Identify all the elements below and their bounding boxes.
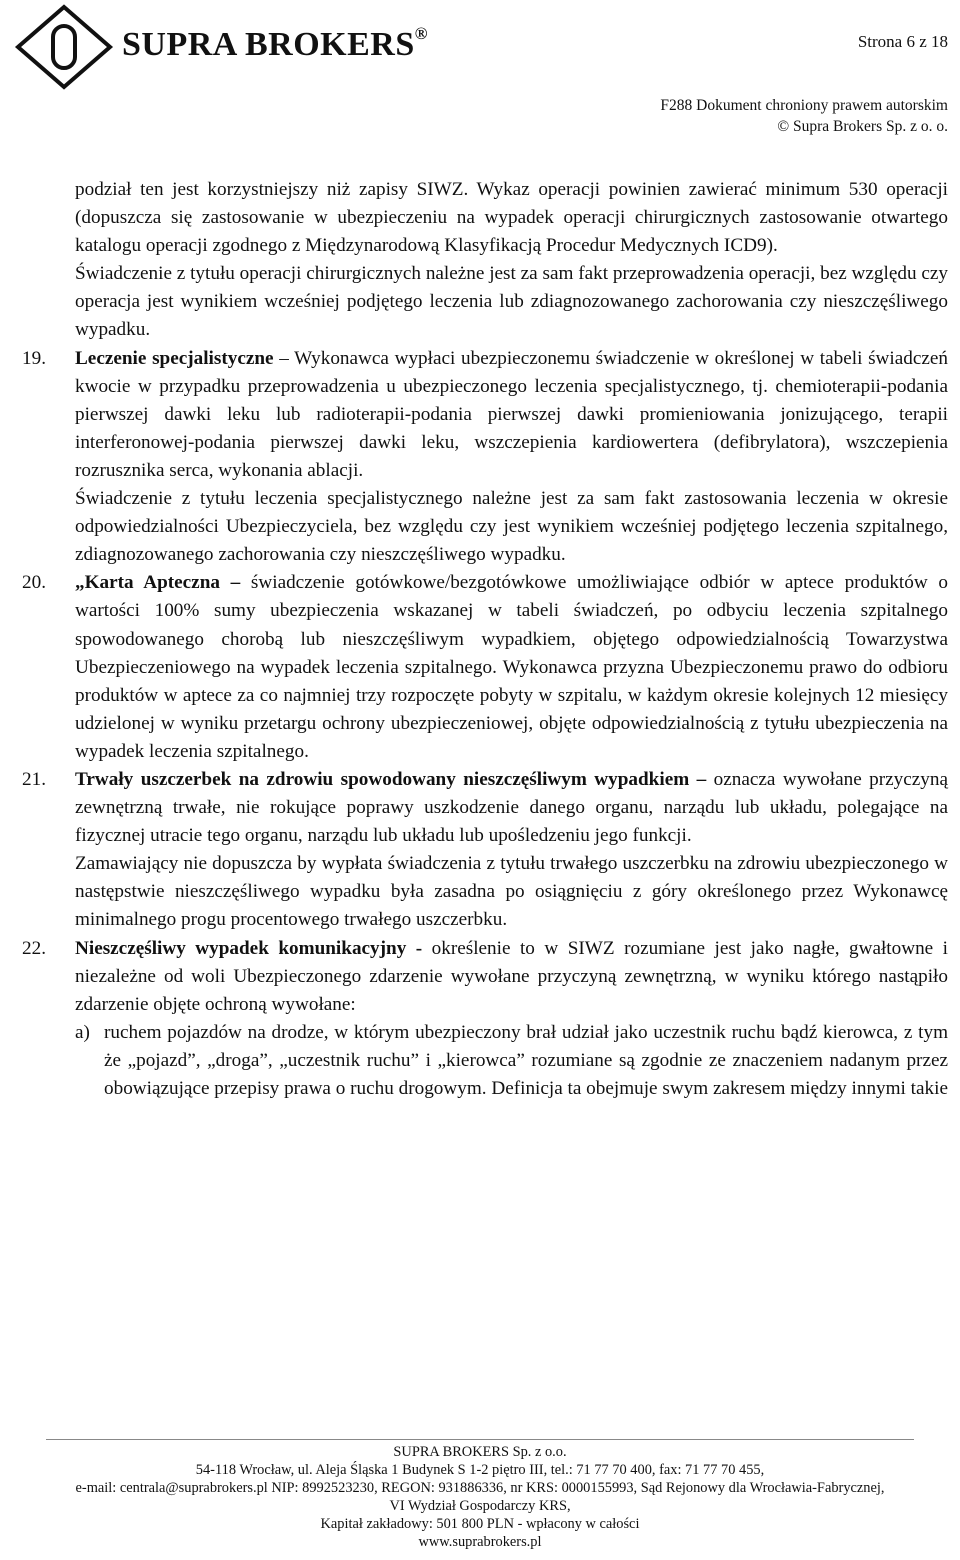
item-number: 19. [22,347,46,369]
paragraph: Zamawiający nie dopuszcza by wypłata świadczenia z tytułu trwałego uszczerbku na zdrowiu ubezpieczonego w następstwie nieszczęśliwego wypadku była zasadna po osiągnięciu z góry określonego przez Wykonawcę minimalnego progu procentowego trwałego uszczerbku. [75,853,948,931]
document-body [22,176,948,1103]
footer-website: www.suprabrokers.pl [418,1534,542,1550]
sub-item-label: a) [75,1021,90,1043]
supra-brokers-logo-icon [14,4,114,90]
item-number: 20. [22,572,46,594]
footer-address: 54-118 Wrocław, ul. Aleja Śląska 1 Budynek S 1-2 piętro III, tel.: 71 77 70 400, fax: 71 77 70 455, [195,1462,765,1478]
footer-registration: e-mail: centrala@suprabrokers.pl NIP: 8992523230, REGON: 931886336, nr KRS: 0000155993, Sąd Rejonowy dla Wrocławia-Fabrycznej, [75,1480,885,1496]
item-title: Trwały uszczerbek na zdrowiu spowodowany nieszczęśliwym wypadkiem – [75,768,707,790]
page-header [0,0,960,150]
registered-mark: ® [414,23,428,43]
copyright-line-2: © Supra Brokers Sp. z o. o. [777,118,948,135]
list-item-19 [22,345,948,485]
item-text: świadczenie gotówkowe/bezgotówkowe umożliwiające odbiór w aptece produktów o wartości 100% sumy ubezpieczenia wskazanej w tabeli świadczeń, po odbyciu leczenia szpitalnego spowodowanego chorobą lub nieszczęśliwym wypadkiem, objętego odpowiedzialnością Towarzystwa Ubezpieczeniowego na wypadek leczenia szpitalnego. Wykonawca przyzna Ubezpieczonemu prawo do odbioru produktów w aptece za co najmniej trzy rozpoczęte pobyty w szpitalu, w każdym okresie kolejnych 12 miesięcy udzielonej w wyniku przetargu ochrony ubezpieczeniowej, objęte odpowiedzialnością z tytułu ubezpieczenia na wypadek leczenia szpitalnego. [75,572,948,762]
sub-item-a [75,1019,948,1103]
brand-name: SUPRA BROKERS® [122,23,428,63]
page-number: Strona 6 z 18 [857,32,948,51]
copyright-note [660,95,948,137]
sub-item-text: ruchem pojazdów na drodze, w którym ubezpieczony brał udział jako uczestnik ruchu bądź kierowca, z tym że „pojazd”, „droga”, „uczestnik ruchu” i „kierowca” rozumiane są zgodnie ze znaczeniem nadanym przez obowiązujące przepisy prawa o ruchu drogowym. Definicja ta obejmuje swym zakresem między innymi takie [104,1021,948,1099]
paragraph: podział ten jest korzystniejszy niż zapisy SIWZ. Wykaz operacji powinien zawierać minimum 530 operacji (dopuszcza się zastosowanie w ubezpieczeniu na wypadek operacji chirurgicznych zastosowanie otwartego katalogu operacji zgodnego z Międzynarodową Klasyfikacją Procedur Medycznych ICD9). [75,179,948,257]
item-number: 21. [22,768,46,790]
item-text: oznacza wywołane przyczyną zewnętrzną trwałe, nie rokujące poprawy uszkodzenie danego organu, narządu lub układu, polegające na fizycznej utracie tego organu, narządu lub układu lub upośledzeniu jego funkcji. [75,768,948,847]
paragraph: Świadczenie z tytułu operacji chirurgicznych należne jest za sam fakt przeprowadzenia operacji, bez względu czy operacja jest wynikiem wcześniej podjętego leczenia lub zdiagnozowanego zachorowania czy nieszczęśliwego wypadku. [75,263,948,341]
copyright-line-1: F288 Dokument chroniony prawem autorskim [660,97,948,114]
item-title: Nieszczęśliwy wypadek komunikacyjny - [75,937,423,959]
list-item-20 [22,569,948,766]
footer-court: VI Wydział Gospodarczy KRS, [389,1498,571,1514]
item-title: Leczenie specjalistyczne [75,347,274,369]
list-item-22 [22,935,948,1104]
item-number: 22. [22,937,46,959]
footer-divider [46,1439,914,1440]
item-text: określenie to w SIWZ rozumiane jest jako nagłe, gwałtowne i niezależne od woli Ubezpieczonego zdarzenie wywołane przyczyną zewnętrzną, w wyniku którego nastąpiło zdarzenie objęte ochroną wywołane: [75,937,948,1015]
item-text: – Wykonawca wypłaci ubezpieczonemu świadczenie w określonej w tabeli świadczeń kwocie w przypadku przeprowadzenia u ubezpieczonego leczenia specjalistycznego, tj. chemioterapii-podania pierwszej dawki leku lub radioterapii-podania pierwszej dawki promieniowania jonizującego, terapii interferonowej-podania pierwszej dawki leku, wszczepienia kardiowertera (defibrylatora), wszczepienia rozrusznika serca, wykonania ablacji. [75,347,948,481]
footer-capital: Kapitał zakładowy: 501 800 PLN - wpłacony w całości [320,1516,640,1532]
paragraph: Świadczenie z tytułu leczenia specjalistycznego należne jest za sam fakt zastosowania leczenia w okresie odpowiedzialności Ubezpieczyciela, bez względu czy jest wynikiem wcześniej podjętego leczenia szpitalnego, zdiagnozowanego zachorowania czy nieszczęśliwego wypadku. [75,488,948,566]
list-item-21 [22,766,948,850]
item-title: „Karta Apteczna – [75,572,241,594]
footer-company: SUPRA BROKERS Sp. z o.o. [393,1444,567,1460]
page-footer [0,1443,960,1551]
